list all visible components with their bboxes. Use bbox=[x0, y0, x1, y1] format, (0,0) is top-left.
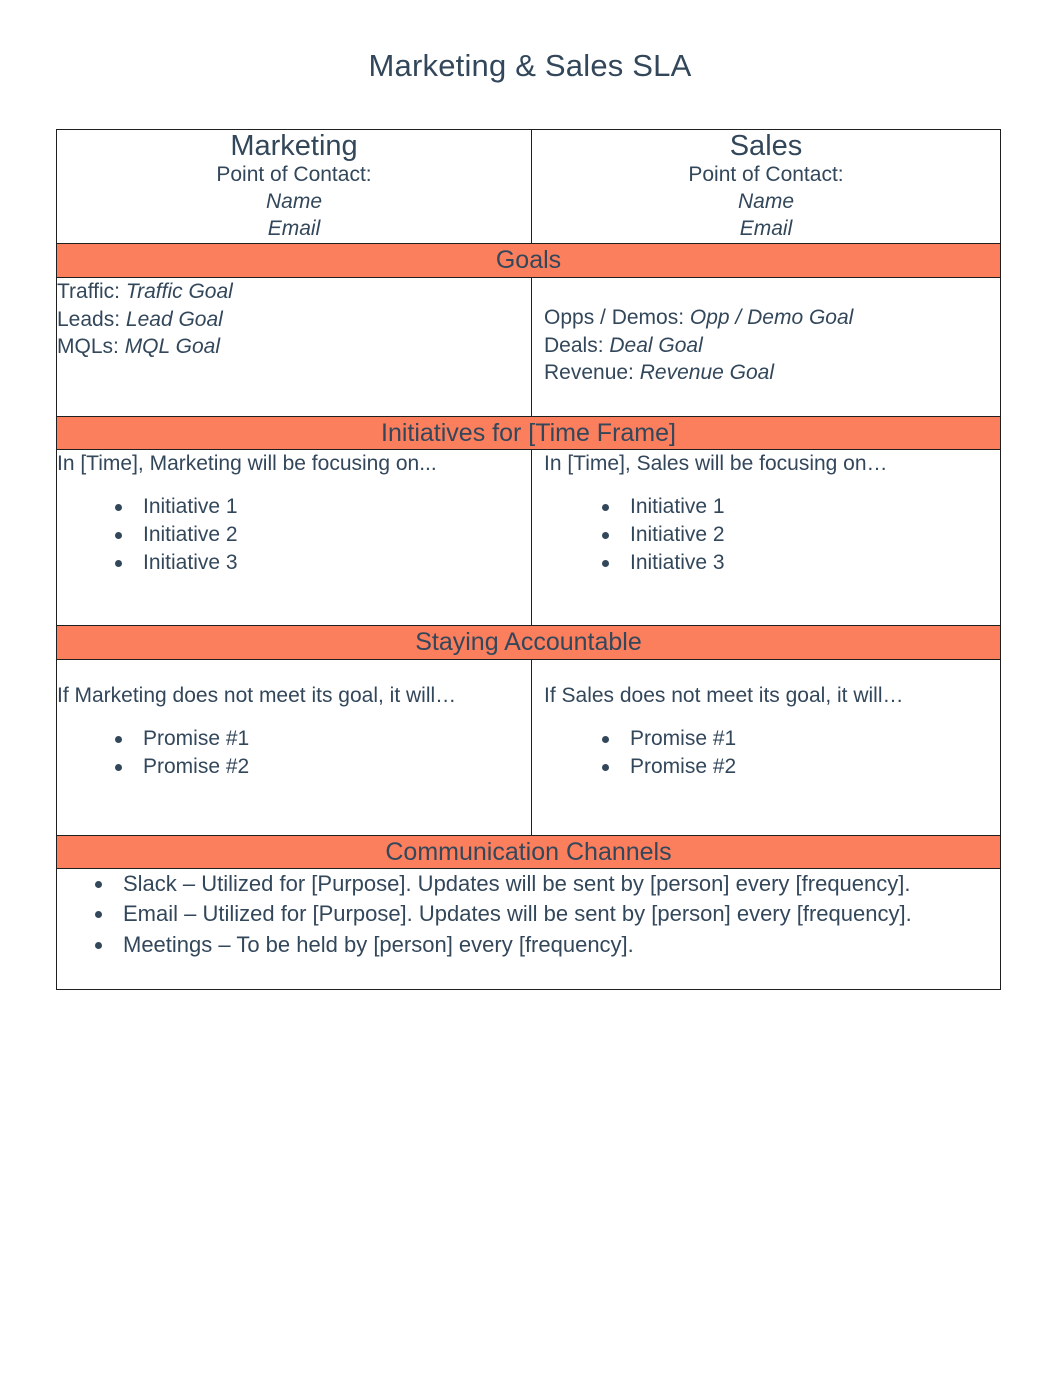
section-band-goals bbox=[57, 244, 1001, 278]
goal-line bbox=[57, 333, 531, 361]
list-item: Initiative 3 bbox=[602, 549, 1000, 577]
communication-channels-list bbox=[57, 869, 1000, 960]
sales-accountable-lead-in: If Sales does not meet its goal, it will… bbox=[544, 683, 904, 707]
marketing-contact-cell bbox=[57, 130, 532, 244]
goal-value: MQL Goal bbox=[124, 335, 221, 359]
sales-poc-email: Email bbox=[739, 217, 793, 241]
table-row-contacts bbox=[57, 130, 1001, 244]
sales-poc-name: Name bbox=[737, 190, 795, 214]
marketing-goals-cell bbox=[57, 277, 532, 416]
list-item: Initiative 1 bbox=[115, 493, 531, 521]
goal-line bbox=[57, 278, 531, 306]
table-row-communication-body bbox=[57, 869, 1001, 990]
section-band-initiatives bbox=[57, 416, 1001, 450]
list-item: Initiative 3 bbox=[115, 549, 531, 577]
goal-line bbox=[57, 306, 531, 334]
sales-team-label: Sales bbox=[729, 130, 803, 162]
marketing-initiatives-lead-in: In [Time], Marketing will be focusing on... bbox=[57, 452, 437, 476]
goal-value: Deal Goal bbox=[609, 333, 703, 357]
marketing-poc-name: Name bbox=[265, 190, 323, 214]
marketing-accountable-lead-in: If Marketing does not meet its goal, it will… bbox=[57, 683, 457, 707]
section-band-accountable bbox=[57, 626, 1001, 660]
table-row-communication-band bbox=[57, 835, 1001, 869]
sales-goals-cell bbox=[532, 277, 1001, 416]
sales-promises-list bbox=[544, 725, 1000, 781]
section-band-goals-label: Goals bbox=[495, 246, 562, 275]
list-item: Promise #2 bbox=[115, 753, 531, 781]
sales-contact-cell bbox=[532, 130, 1001, 244]
list-item: Promise #1 bbox=[115, 725, 531, 753]
sla-table bbox=[56, 129, 1001, 990]
table-row-accountable-body bbox=[57, 659, 1001, 835]
goal-label: Leads: bbox=[57, 307, 121, 331]
marketing-poc-email: Email bbox=[267, 217, 321, 241]
goal-line bbox=[544, 304, 1000, 332]
section-band-accountable-label: Staying Accountable bbox=[415, 628, 642, 657]
list-item: Promise #2 bbox=[602, 753, 1000, 781]
page-title: Marketing & Sales SLA bbox=[368, 48, 692, 83]
goal-value: Traffic Goal bbox=[125, 279, 233, 303]
list-item: Slack – Utilized for [Purpose]. Updates will be sent by [person] every [frequency]. bbox=[95, 869, 1000, 899]
list-item: Email – Utilized for [Purpose]. Updates will be sent by [person] every [frequency]. bbox=[95, 899, 1000, 929]
table-row-accountable-band bbox=[57, 626, 1001, 660]
goal-value: Lead Goal bbox=[125, 307, 223, 331]
sales-initiatives-lead-in: In [Time], Sales will be focusing on… bbox=[544, 452, 888, 476]
goal-label: Revenue: bbox=[544, 361, 634, 385]
section-band-communication-label: Communication Channels bbox=[385, 837, 672, 866]
goal-label: Deals: bbox=[544, 333, 604, 357]
table-row-goals-body bbox=[57, 277, 1001, 416]
list-item: Initiative 2 bbox=[115, 521, 531, 549]
goal-label: MQLs: bbox=[57, 335, 119, 359]
communication-channels-cell bbox=[57, 869, 1001, 990]
marketing-accountable-cell bbox=[57, 659, 532, 835]
marketing-initiatives-cell bbox=[57, 450, 532, 626]
sales-initiatives-list bbox=[544, 493, 1000, 577]
marketing-promises-list bbox=[57, 725, 531, 781]
marketing-team-label: Marketing bbox=[230, 130, 358, 162]
table-row-initiatives-band bbox=[57, 416, 1001, 450]
marketing-initiatives-list bbox=[57, 493, 531, 577]
sales-accountable-cell bbox=[532, 659, 1001, 835]
goal-line bbox=[544, 332, 1000, 360]
table-row-goals-band bbox=[57, 244, 1001, 278]
goal-value: Revenue Goal bbox=[639, 361, 775, 385]
goal-value: Opp / Demo Goal bbox=[689, 305, 854, 329]
goal-line bbox=[544, 359, 1000, 387]
section-band-initiatives-label: Initiatives for [Time Frame] bbox=[381, 418, 676, 447]
list-item: Initiative 2 bbox=[602, 521, 1000, 549]
goal-label: Traffic: bbox=[57, 279, 121, 303]
marketing-poc-label: Point of Contact: bbox=[216, 163, 372, 187]
list-item: Meetings – To be held by [person] every [frequency]. bbox=[95, 930, 1000, 960]
goal-label: Opps / Demos: bbox=[544, 305, 685, 329]
sales-initiatives-cell bbox=[532, 450, 1001, 626]
list-item: Promise #1 bbox=[602, 725, 1000, 753]
sales-poc-label: Point of Contact: bbox=[688, 163, 844, 187]
section-band-communication bbox=[57, 835, 1001, 869]
table-row-initiatives-body bbox=[57, 450, 1001, 626]
list-item: Initiative 1 bbox=[602, 493, 1000, 521]
